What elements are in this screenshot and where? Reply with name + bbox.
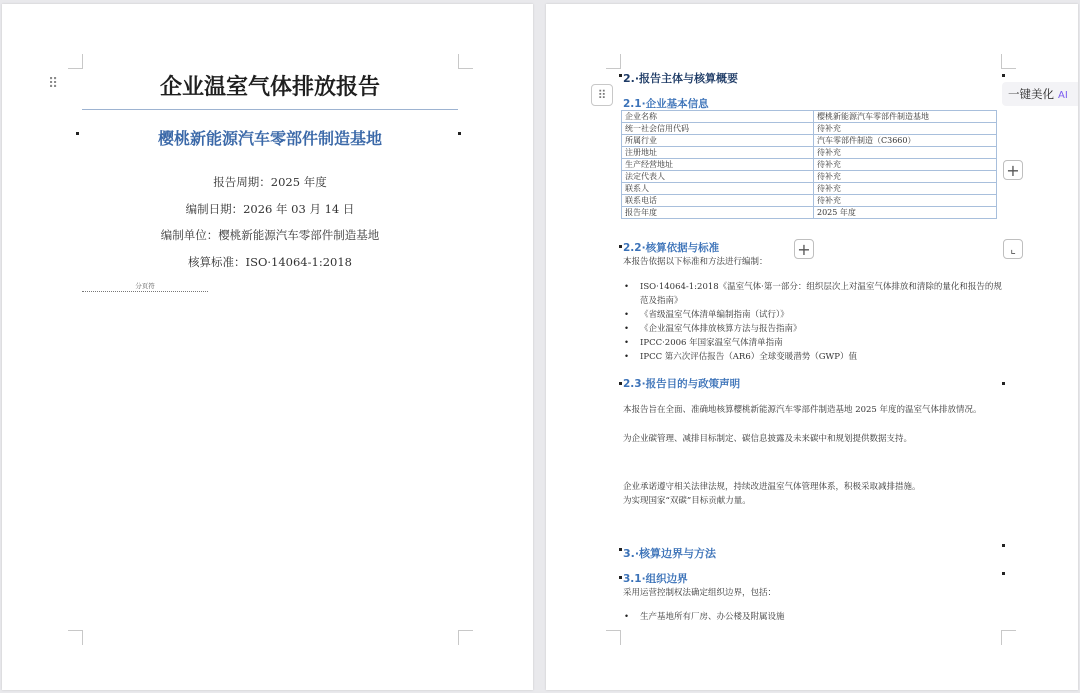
- list-item[interactable]: • 生产基地所有厂房、办公楼及附属设施: [623, 611, 1003, 624]
- add-column-plus-icon[interactable]: +: [1003, 160, 1023, 180]
- table-cell[interactable]: 樱桃新能源汽车零部件制造基地: [814, 111, 997, 123]
- table-cell[interactable]: 联系人: [622, 183, 814, 195]
- table-row: [622, 123, 997, 135]
- section-2-2-heading[interactable]: 2.2·核算依据与标准: [623, 242, 720, 254]
- paragraph-marker: [1002, 544, 1005, 547]
- grip-icon[interactable]: ⠿: [591, 84, 613, 106]
- table-row: [622, 195, 997, 207]
- list-item[interactable]: • 《省级温室气体清单编制指南（试行）》: [623, 309, 1003, 323]
- table-cell[interactable]: 待补充: [814, 171, 997, 183]
- list-item[interactable]: • 《企业温室气体排放核算方法与报告指南》: [623, 323, 1003, 337]
- table-cell[interactable]: 法定代表人: [622, 171, 814, 183]
- section-3-1-heading[interactable]: 3.1·组织边界: [623, 573, 688, 585]
- section-2-1-heading[interactable]: 2.1·企业基本信息: [623, 98, 709, 110]
- table-row: [622, 147, 997, 159]
- expand-table-icon[interactable]: ⌞: [1003, 239, 1023, 259]
- document-title[interactable]: 企业温室气体排放报告: [82, 70, 458, 110]
- crop-mark: [1001, 630, 1016, 645]
- crop-mark: [68, 630, 83, 645]
- table-cell[interactable]: 报告年度: [622, 207, 814, 219]
- table-row: [622, 111, 997, 123]
- table-cell[interactable]: 企业名称: [622, 111, 814, 123]
- purpose-paragraph[interactable]: 为企业碳管理、减排目标制定、碳信息披露及未来碳中和规划提供数据支持。: [623, 434, 913, 444]
- paragraph-marker: [619, 74, 622, 77]
- list-item[interactable]: • IPCC·2006 年国家温室气体清单指南: [623, 337, 1003, 351]
- drag-handle-icon[interactable]: ⠿: [48, 76, 58, 92]
- compile-date[interactable]: 编制日期：2026 年 03 月 14 日: [185, 202, 355, 216]
- document-subtitle[interactable]: 樱桃新能源汽车零部件制造基地: [157, 129, 382, 148]
- table-cell[interactable]: 生产经营地址: [622, 159, 814, 171]
- paragraph-marker: [1002, 572, 1005, 575]
- paragraph-marker: [619, 245, 622, 248]
- table-cell[interactable]: 注册地址: [622, 147, 814, 159]
- section-2-3-heading[interactable]: 2.3·报告目的与政策声明: [623, 378, 741, 390]
- add-row-plus-icon[interactable]: +: [794, 239, 814, 259]
- table-row: [622, 135, 997, 147]
- table-cell[interactable]: 待补充: [814, 159, 997, 171]
- paragraph-marker: [76, 132, 79, 135]
- accounting-standard[interactable]: 核算标准：ISO·14064-1:2018: [188, 255, 352, 269]
- table-row: [622, 159, 997, 171]
- table-cell[interactable]: 待补充: [814, 123, 997, 135]
- company-info-table: [621, 110, 997, 219]
- purpose-paragraph[interactable]: 本报告旨在全面、准确地核算樱桃新能源汽车零部件制造基地 2025 年度的温室气体排放情况。: [623, 405, 982, 415]
- commitment-paragraph[interactable]: 为实现国家“双碳”目标贡献力量。: [623, 496, 751, 506]
- table-row: [622, 207, 997, 219]
- table-cell[interactable]: 联系电话: [622, 195, 814, 207]
- table-cell[interactable]: 待补充: [814, 195, 997, 207]
- paragraph-marker: [458, 132, 461, 135]
- paragraph-marker: [619, 548, 622, 551]
- section-3-heading[interactable]: 3.·核算边界与方法: [623, 547, 717, 560]
- standards-intro[interactable]: 本报告依据以下标准和方法进行编制：: [623, 257, 768, 267]
- crop-mark: [606, 54, 621, 69]
- crop-mark: [458, 630, 473, 645]
- beautify-button[interactable]: [1002, 82, 1078, 106]
- compile-unit[interactable]: 编制单位：樱桃新能源汽车零部件制造基地: [160, 228, 380, 242]
- report-period[interactable]: 报告周期：2025 年度: [213, 175, 327, 189]
- boundary-intro[interactable]: 采用运营控制权法确定组织边界，包括：: [623, 588, 777, 598]
- table-cell[interactable]: 2025 年度: [814, 207, 997, 219]
- table-cell[interactable]: 统一社会信用代码: [622, 123, 814, 135]
- crop-mark: [1001, 54, 1016, 69]
- document-page-1: [2, 4, 533, 690]
- table-cell[interactable]: 汽车零部件制造（C3660）: [814, 135, 997, 147]
- standards-list: [623, 281, 1003, 365]
- crop-mark: [606, 630, 621, 645]
- crop-mark: [458, 54, 473, 69]
- table-cell[interactable]: 待补充: [814, 147, 997, 159]
- crop-mark: [68, 54, 83, 69]
- paragraph-marker: [619, 382, 622, 385]
- document-page-2: [546, 4, 1078, 690]
- page-break: 分页符: [82, 281, 208, 292]
- section-2-heading[interactable]: 2.·报告主体与核算概要: [623, 72, 739, 85]
- table-cell[interactable]: 所属行业: [622, 135, 814, 147]
- table-cell[interactable]: 待补充: [814, 183, 997, 195]
- commitment-paragraph[interactable]: 企业承诺遵守相关法律法规，持续改进温室气体管理体系，积极采取减排措施。: [623, 482, 921, 492]
- paragraph-marker: [1002, 382, 1005, 385]
- ai-badge: AI: [1058, 90, 1068, 101]
- list-item[interactable]: • IPCC 第六次评估报告（AR6）全球变暖潜势（GWP）值: [623, 351, 1003, 365]
- paragraph-marker: [619, 576, 622, 579]
- boundary-list: [623, 611, 1003, 624]
- table-row: [622, 183, 997, 195]
- beautify-label: 一键美化: [1008, 87, 1054, 101]
- list-item[interactable]: • ISO·14064-1:2018《温室气体·第一部分：组织层次上对温室气体排放和清除的量化和报告的规范及指南》: [623, 281, 1003, 308]
- table-row: [622, 171, 997, 183]
- paragraph-marker: [1002, 74, 1005, 77]
